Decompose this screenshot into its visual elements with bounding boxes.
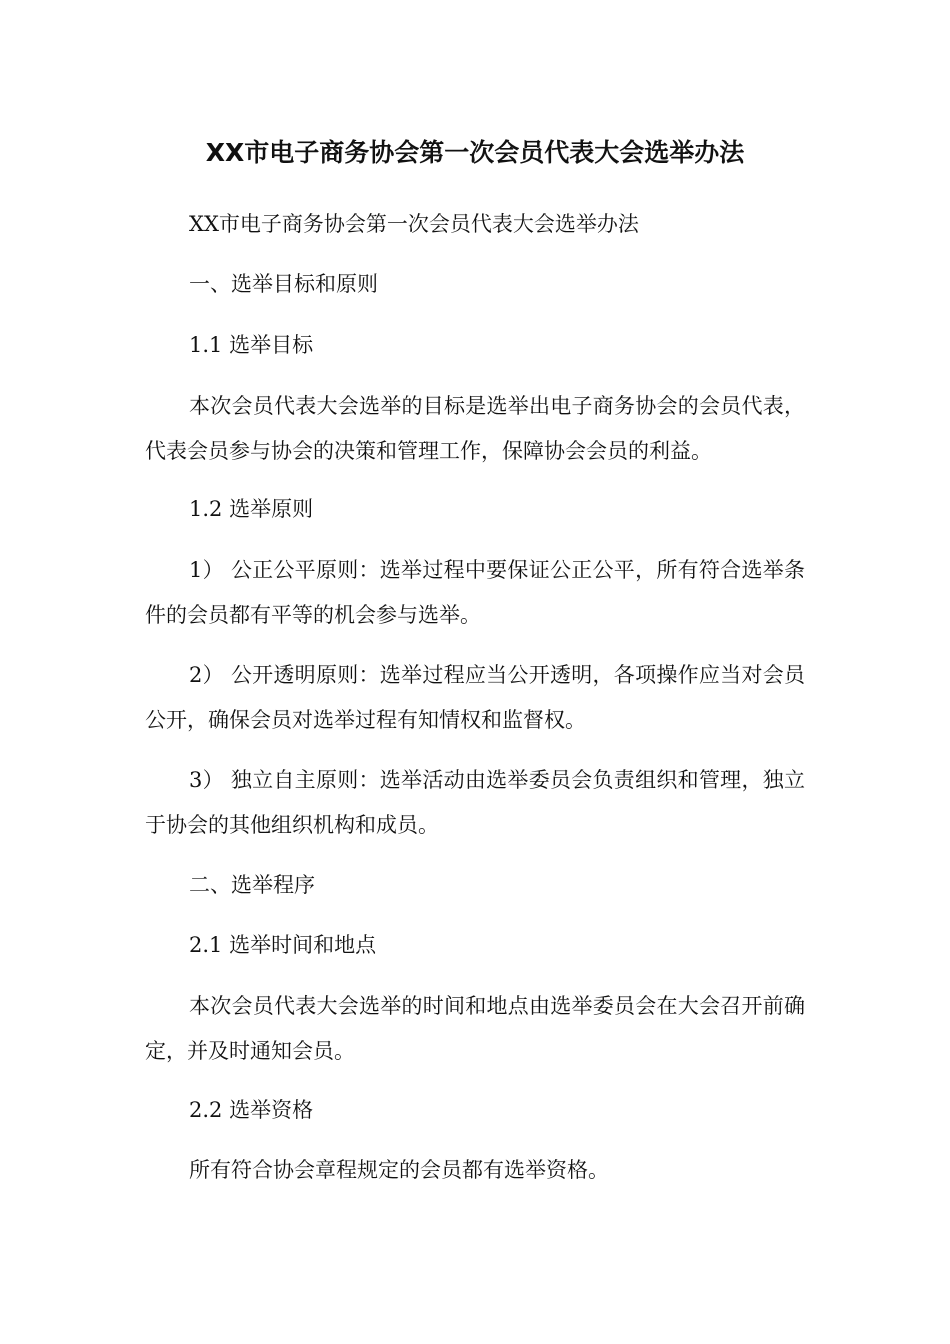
paragraph-subtitle: XX市电子商务协会第一次会员代表大会选举办法: [189, 212, 639, 236]
paragraph-eligibility: 所有符合协会章程规定的会员都有选举资格。: [189, 1158, 609, 1182]
paragraph-election-goal: 本次会员代表大会选举的目标是选举出电子商务协会的会员代表，代表会员参与协会的决策和管理工作，保障协会会员的利益。: [145, 394, 805, 463]
heading-2-1: 2.1 选举时间和地点: [189, 933, 377, 957]
heading-section-1: 一、选举目标和原则: [189, 272, 378, 296]
paragraph-principle-2: 2） 公开透明原则：选举过程应当公开透明，各项操作应当对会员公开，确保会员对选举过程有知情权和监督权。: [145, 663, 805, 732]
paragraph-principle-3: 3） 独立自主原则：选举活动由选举委员会负责组织和管理，独立于协会的其他组织机构和成员。: [145, 768, 805, 837]
heading-section-2: 二、选举程序: [189, 873, 315, 897]
document-title: XX市电子商务协会第一次会员代表大会选举办法: [205, 138, 745, 167]
heading-1-1: 1.1 选举目标: [189, 333, 314, 357]
heading-2-2: 2.2 选举资格: [189, 1098, 314, 1122]
paragraph-principle-1: 1） 公正公平原则：选举过程中要保证公正公平，所有符合选举条件的会员都有平等的机会参与选举。: [145, 558, 805, 627]
heading-1-2: 1.2 选举原则: [189, 497, 314, 521]
paragraph-time-place: 本次会员代表大会选举的时间和地点由选举委员会在大会召开前确定，并及时通知会员。: [145, 994, 805, 1063]
